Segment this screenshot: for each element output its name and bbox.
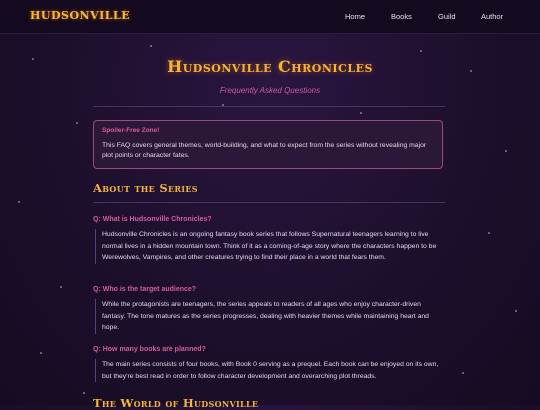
section-heading-world: The World of Hudsonville bbox=[93, 396, 259, 410]
nav-author[interactable]: Author bbox=[481, 12, 504, 21]
faq-answer: While the protagonists are teenagers, the series appeals to readers of all ages who enjoy character-driven fantasy. The tone matures as the series progresses, dealing with heavier themes while maintaining heart and hope. bbox=[95, 299, 445, 334]
section-divider bbox=[93, 202, 445, 203]
site-logo[interactable]: HUDSONVILLE bbox=[30, 9, 131, 22]
page-title: Hudsonville Chronicles bbox=[167, 57, 373, 76]
faq-answer: The main series consists of four books, with Book 0 serving as a prequel. Each book can be enjoyed on its own, but they're best read in order to follow character development and overarching plot threads. bbox=[95, 359, 445, 382]
nav-home[interactable]: Home bbox=[345, 12, 366, 21]
faq-question: Q: Who is the target audience? bbox=[93, 286, 197, 293]
faq-question: Q: How many books are planned? bbox=[93, 346, 206, 353]
nav-books[interactable]: Books bbox=[391, 12, 412, 21]
page-subtitle: Frequently Asked Questions bbox=[219, 86, 321, 95]
title-divider bbox=[93, 106, 445, 107]
faq-question: Q: What is Hudsonville Chronicles? bbox=[93, 216, 212, 223]
section-heading-about: About the Series bbox=[93, 181, 198, 195]
spoiler-notice-title: Spoiler-Free Zone! bbox=[102, 127, 160, 134]
faq-answer: Hudsonville Chronicles is an ongoing fantasy book series that follows Supernatural teenagers learning to live normal lives in a hidden mountain town. Think of it as a coming-of-age story where the characters happen to be Werewolves, Vampires, and other creatures trying to find their place in a world that fears them. bbox=[95, 229, 445, 264]
top-navbar bbox=[0, 0, 540, 34]
nav-guild[interactable]: Guild bbox=[438, 12, 456, 21]
spoiler-notice bbox=[93, 120, 443, 169]
spoiler-notice-text: This FAQ covers general themes, world-building, and what to expect from the series without revealing major plot points or character fates. bbox=[102, 142, 427, 159]
